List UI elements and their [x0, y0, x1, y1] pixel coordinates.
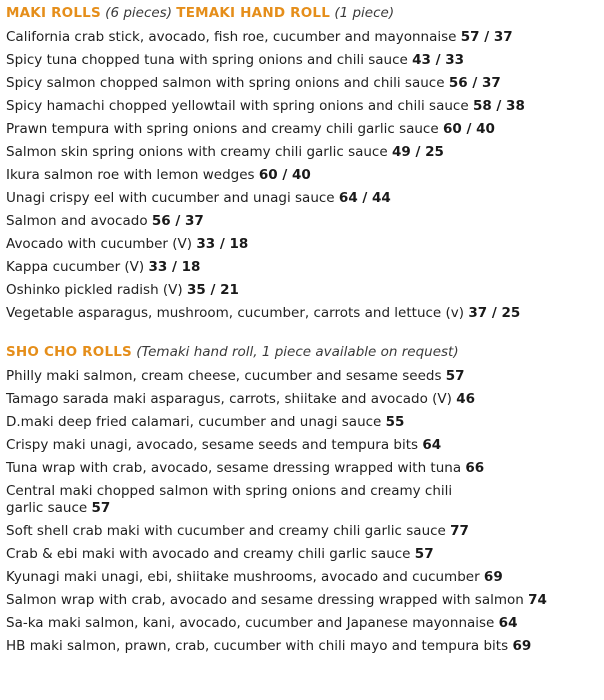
item-price: 35 / 21	[186, 282, 239, 298]
heading-title: SHO CHO ROLLS	[6, 344, 132, 360]
menu-item	[6, 635, 602, 658]
section-heading	[6, 342, 602, 362]
item-description: Salmon wrap with crab, avocado and sesame dressing wrapped with salmon	[6, 592, 524, 608]
item-description: Avocado with cucumber (V)	[6, 236, 193, 252]
menu-item	[6, 589, 602, 612]
item-price: 64 / 44	[338, 190, 391, 206]
item-price: 49 / 25	[391, 144, 444, 160]
section-heading	[6, 3, 602, 23]
item-description: Oshinko pickled radish (V)	[6, 282, 183, 298]
item-description: Salmon skin spring onions with creamy chili garlic sauce	[6, 144, 388, 160]
item-price: 57 / 37	[460, 29, 513, 45]
item-price: 57	[445, 368, 465, 384]
heading-title: MAKI ROLLS	[6, 5, 101, 21]
heading-title: TEMAKI HAND ROLL	[176, 5, 331, 21]
menu-item	[6, 543, 602, 566]
item-price: 37 / 25	[468, 305, 521, 321]
item-price: 66	[465, 460, 485, 476]
item-description: Ikura salmon roe with lemon wedges	[6, 167, 255, 183]
section-sho-cho-rolls	[6, 342, 602, 658]
item-description: HB maki salmon, prawn, crab, cucumber with chili mayo and tempura bits	[6, 638, 509, 654]
item-price: 33 / 18	[196, 236, 249, 252]
item-description: Vegetable asparagus, mushroom, cucumber, carrots and lettuce (v)	[6, 305, 465, 321]
item-price: 64	[498, 615, 518, 631]
item-description: Crispy maki unagi, avocado, sesame seeds and tempura bits	[6, 437, 419, 453]
item-price: 74	[528, 592, 547, 608]
item-description: Kappa cucumber (V)	[6, 259, 145, 275]
item-price: 60 / 40	[258, 167, 311, 183]
section-spacer	[6, 325, 602, 342]
item-price: 57	[91, 500, 111, 516]
menu-item	[6, 302, 602, 325]
item-description: Sa-ka maki salmon, kani, avocado, cucumber and Japanese mayonnaise	[6, 615, 495, 631]
menu	[6, 3, 602, 658]
item-description: Spicy hamachi chopped yellowtail with spring onions and chili sauce	[6, 98, 469, 114]
item-price: 77	[450, 523, 469, 539]
item-description: Kyunagi maki unagi, ebi, shiitake mushrooms, avocado and cucumber	[6, 569, 480, 585]
item-price: 64	[422, 437, 442, 453]
item-price: 33 / 18	[148, 259, 201, 275]
item-description: Unagi crispy eel with cucumber and unagi sauce	[6, 190, 335, 206]
menu-item	[6, 187, 602, 210]
item-description: Philly maki salmon, cream cheese, cucumber and sesame seeds	[6, 368, 442, 384]
item-description: Prawn tempura with spring onions and creamy chili garlic sauce	[6, 121, 439, 137]
menu-item	[6, 434, 602, 457]
heading-note: (6 pieces)	[105, 5, 172, 21]
menu-item	[6, 118, 602, 141]
item-description: D.maki deep fried calamari, cucumber and unagi sauce	[6, 414, 382, 430]
menu-item	[6, 520, 602, 543]
item-description: Central maki chopped salmon with spring onions and creamy chili garlic sauce	[6, 483, 453, 516]
item-price: 43 / 33	[412, 52, 465, 68]
item-price: 69	[483, 569, 503, 585]
item-price: 46	[456, 391, 475, 407]
section-maki-rolls	[6, 3, 602, 325]
menu-item	[6, 480, 476, 520]
menu-item	[6, 72, 602, 95]
menu-item	[6, 164, 602, 187]
menu-item	[6, 457, 602, 480]
menu-item	[6, 95, 602, 118]
item-description: Salmon and avocado	[6, 213, 148, 229]
menu-item	[6, 411, 602, 434]
item-price: 56 / 37	[448, 75, 501, 91]
menu-item	[6, 566, 602, 589]
item-description: Tuna wrap with crab, avocado, sesame dressing wrapped with tuna	[6, 460, 462, 476]
menu-item	[6, 388, 602, 411]
menu-item	[6, 233, 602, 256]
menu-item	[6, 141, 602, 164]
item-description: Spicy salmon chopped salmon with spring onions and chili sauce	[6, 75, 445, 91]
heading-note: (Temaki hand roll, 1 piece available on request)	[136, 344, 459, 360]
menu-item	[6, 365, 602, 388]
item-description: Crab & ebi maki with avocado and creamy chili garlic sauce	[6, 546, 411, 562]
menu-item	[6, 49, 602, 72]
item-price: 56 / 37	[151, 213, 204, 229]
menu-item	[6, 612, 602, 635]
menu-item	[6, 26, 602, 49]
menu-item	[6, 256, 602, 279]
item-price: 60 / 40	[442, 121, 495, 137]
item-description: Spicy tuna chopped tuna with spring onions and chili sauce	[6, 52, 408, 68]
menu-item	[6, 210, 602, 233]
menu-item	[6, 279, 602, 302]
item-price: 69	[512, 638, 532, 654]
item-description: California crab stick, avocado, fish roe, cucumber and mayonnaise	[6, 29, 457, 45]
item-price: 58 / 38	[472, 98, 525, 114]
heading-note: (1 piece)	[334, 5, 395, 21]
item-price: 57	[414, 546, 434, 562]
item-description: Tamago sarada maki asparagus, carrots, shiitake and avocado (V)	[6, 391, 452, 407]
item-description: Soft shell crab maki with cucumber and creamy chili garlic sauce	[6, 523, 446, 539]
item-price: 55	[385, 414, 405, 430]
